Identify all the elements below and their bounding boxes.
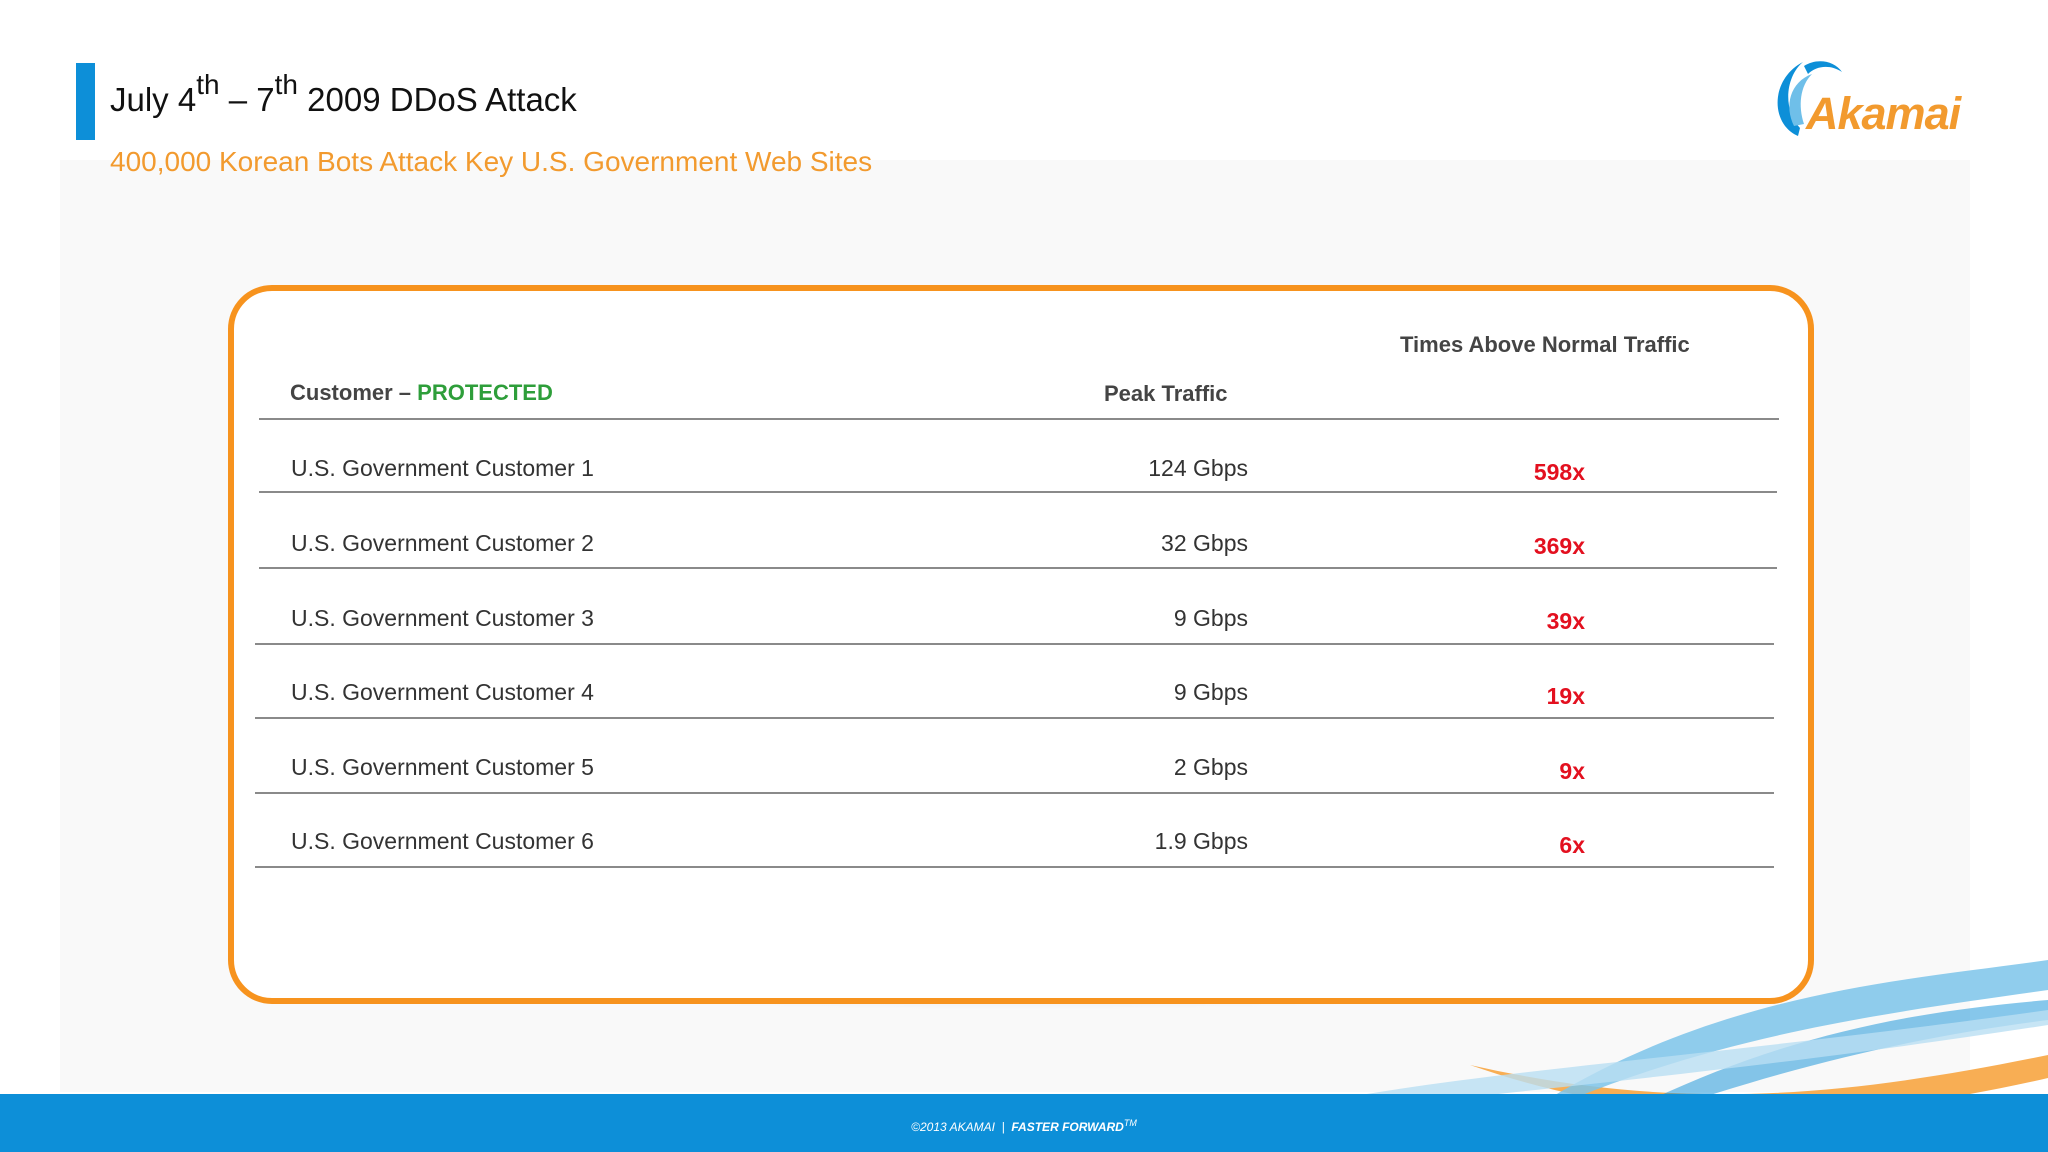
row-3-peak: 9 Gbps — [1173, 605, 1248, 631]
row-2-times: 369x — [1533, 533, 1585, 559]
slide-subtitle: 400,000 Korean Bots Attack Key U.S. Government Web Sites — [110, 146, 873, 177]
title-accent-bar — [76, 63, 95, 140]
peak-header: Peak Traffic — [1104, 381, 1228, 406]
header-divider — [259, 418, 1779, 420]
row-1-times: 598x — [1533, 459, 1585, 485]
customer-header: Customer – PROTECTED — [290, 380, 553, 405]
row-4-times: 19x — [1546, 683, 1585, 709]
row-5-peak: 2 Gbps — [1173, 754, 1248, 780]
row-1-peak: 124 Gbps — [1148, 455, 1248, 481]
row-6-peak: 1.9 Gbps — [1154, 828, 1248, 854]
row-3-customer: U.S. Government Customer 3 — [291, 605, 594, 631]
logo-wordmark: Akamai — [1806, 88, 1961, 139]
row-divider — [255, 792, 1774, 794]
row-4-peak: 9 Gbps — [1173, 679, 1248, 705]
slide-title: July 4th – 7th 2009 DDoS Attack — [110, 69, 577, 118]
row-6-customer: U.S. Government Customer 6 — [291, 828, 594, 854]
row-divider — [259, 491, 1777, 493]
row-3-times: 39x — [1546, 608, 1585, 634]
row-2-peak: 32 Gbps — [1161, 530, 1248, 556]
row-divider — [255, 866, 1774, 868]
row-1-customer: U.S. Government Customer 1 — [291, 455, 594, 481]
row-divider — [255, 643, 1774, 645]
row-5-customer: U.S. Government Customer 5 — [291, 754, 594, 780]
times-header: Times Above Normal Traffic — [1400, 332, 1690, 357]
row-6-times: 6x — [1559, 832, 1585, 858]
protected-label: PROTECTED — [417, 380, 553, 405]
akamai-logo — [1768, 54, 1978, 144]
row-5-times: 9x — [1559, 758, 1585, 784]
row-4-customer: U.S. Government Customer 4 — [291, 679, 594, 705]
row-divider — [255, 717, 1774, 719]
row-divider — [259, 567, 1777, 569]
footer-bar — [0, 1094, 2048, 1152]
row-2-customer: U.S. Government Customer 2 — [291, 530, 594, 556]
footer-text: ©2013 AKAMAI | FASTER FORWARD™ — [911, 1118, 1137, 1134]
